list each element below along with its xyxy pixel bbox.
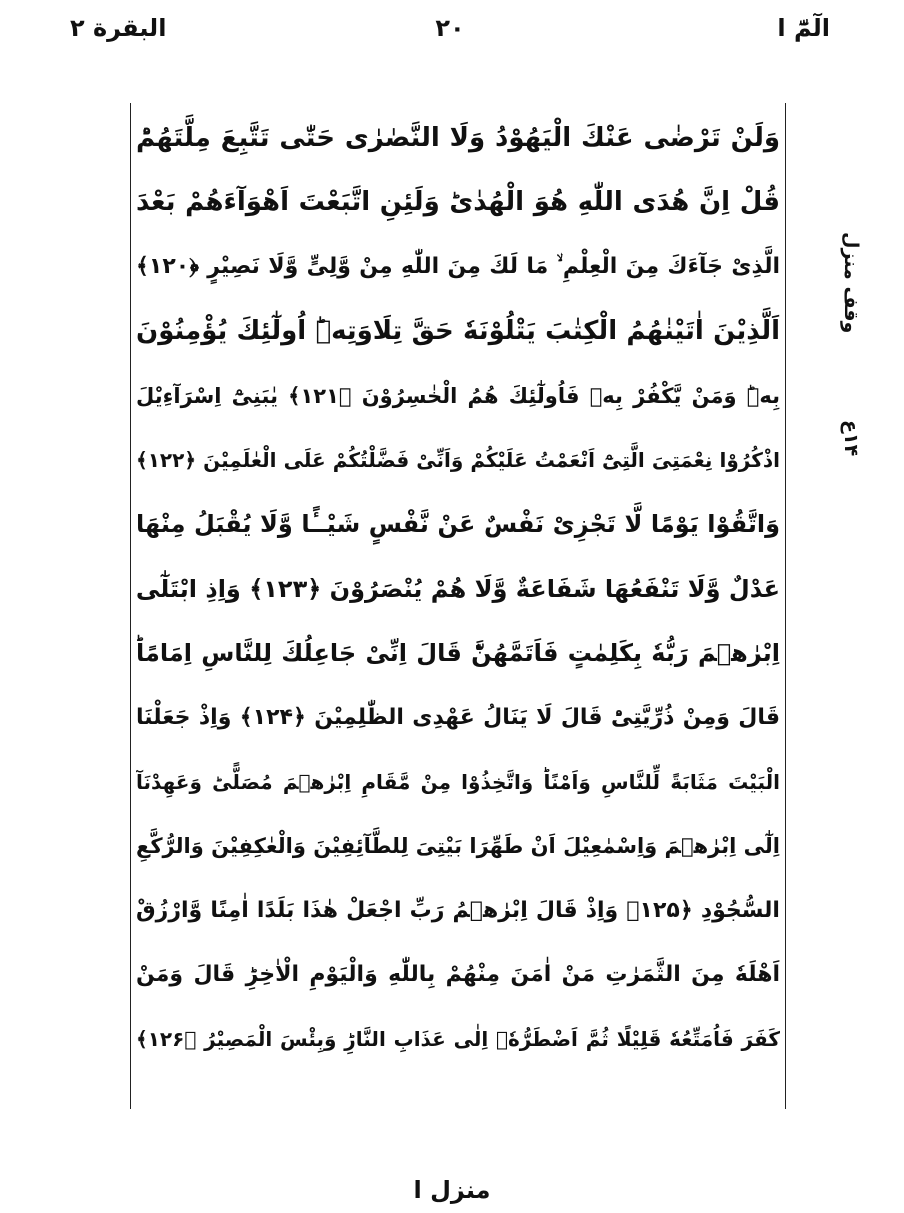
verse-line: اِبْرٰهٖمَ رَبُّهٗ بِكَلِمٰتٍ فَاَتَمَّهُنَّؕ قَالَ اِنِّیْ جَاعِلُكَ لِلنَّاسِ اِمَامًاؕ [136,639,780,668]
verse-line: بِهٖؕ وَمَنْ یَّكْفُرْ بِهٖ فَاُولٰٓئِكَ هُمُ الْخٰسِرُوْنَ ﴿۱۲۱﴾ یٰبَنِیْٓ اِسْرَآءِیْلَ [136,383,780,408]
ruku-marker: ۱۴ع [840,419,862,457]
verse-line: وَلَنْ تَرْضٰى عَنْكَ الْيَهُوْدُ وَلَا النَّصٰرٰى حَتّٰى تَتَّبِعَ مِلَّتَهُمْؕ [136,123,780,153]
verse-line: الْبَیْتَ مَثَابَةً لِّلنَّاسِ وَاَمْنًاؕ وَاتَّخِذُوْا مِنْ مَّقَامِ اِبْرٰهٖمَ مُصَلًّىؕ وَعَهِدْنَآ [136,769,780,794]
verse-line: الَّذِیْ جَآءَكَ مِنَ الْعِلْمِ ۙ مَا لَكَ مِنَ اللّٰهِ مِنْ وَّلِیٍّ وَّلَا نَصِیْرٍ ﴿۱۲۰﴾ [136,253,780,279]
page-header [70,8,830,52]
verse-line: قَالَ وَمِنْ ذُرِّیَّتِیْؕ قَالَ لَا یَنَالُ عَهْدِی الظّٰلِمِیْنَ ﴿۱۲۴﴾ وَاِذْ جَعَلْنَا [136,704,780,730]
waqf-manzil-note: وقف منزل [840,232,862,334]
verse-text-block [136,106,780,1072]
surah-title: البقرة ٢ [70,14,167,42]
verse-line: وَاتَّقُوْا یَوْمًا لَّا تَجْزِیْ نَفْسٌ عَنْ نَّفْسٍ شَیْــًٔا وَّلَا یُقْبَلُ مِنْهَا [136,510,780,539]
margin-annotations [812,228,862,488]
juz-title: الٓمّٓ ا [777,14,830,42]
verse-line: اذْكُرُوْا نِعْمَتِیَ الَّتِیْٓ اَنْعَمْتُ عَلَیْكُمْ وَاَنِّیْ فَضَّلْتُكُمْ عَلَى الْعٰلَمِیْنَ ﴿۱۲۲﴾ [136,447,780,472]
verse-line: اِلٰٓى اِبْرٰهٖمَ وَاِسْمٰعِیْلَ اَنْ طَهِّرَا بَیْتِیَ لِلطَّآئِفِیْنَ وَالْعٰكِفِیْنَ وَالرُّكَّعِ [136,834,780,859]
page-number: ٢٠ [435,14,465,42]
manzil-footer: منزل ا [413,1176,491,1204]
verse-line: كَفَرَ فَاُمَتِّعُهٗ قَلِیْلًا ثُمَّ اَضْطَرُّهٗۤ اِلٰى عَذَابِ النَّارِؕ وَبِئْسَ الْمَصِیْرُ ﴿۱۲۶﴾ [136,1027,780,1052]
verse-line: عَدْلٌ وَّلَا تَنْفَعُهَا شَفَاعَةٌ وَّلَا هُمْ یُنْصَرُوْنَ ﴿۱۲۳﴾ وَاِذِ ابْتَلٰٓى [136,574,780,603]
verse-line: قُلْ اِنَّ هُدَى اللّٰهِ هُوَ الْهُدٰىؕ وَلَئِنِ اتَّبَعْتَ اَهْوَآءَهُمْ بَعْدَ [136,187,780,218]
verse-line: السُّجُوْدِ ﴿۱۲۵﴾ وَاِذْ قَالَ اِبْرٰهٖمُ رَبِّ اجْعَلْ هٰذَا بَلَدًا اٰمِنًا وَّارْزُقْ [136,897,780,923]
verse-line: اَلَّذِیْنَ اٰتَیْنٰهُمُ الْكِتٰبَ یَتْلُوْنَهٗ حَقَّ تِلَاوَتِهٖؕ اُولٰٓئِكَ یُؤْمِنُوْنَ [136,316,780,347]
verse-line: اَهْلَهٗ مِنَ الثَّمَرٰتِ مَنْ اٰمَنَ مِنْهُمْ بِاللّٰهِ وَالْیَوْمِ الْاٰخِرِؕ قَالَ وَمَنْ [136,962,780,988]
